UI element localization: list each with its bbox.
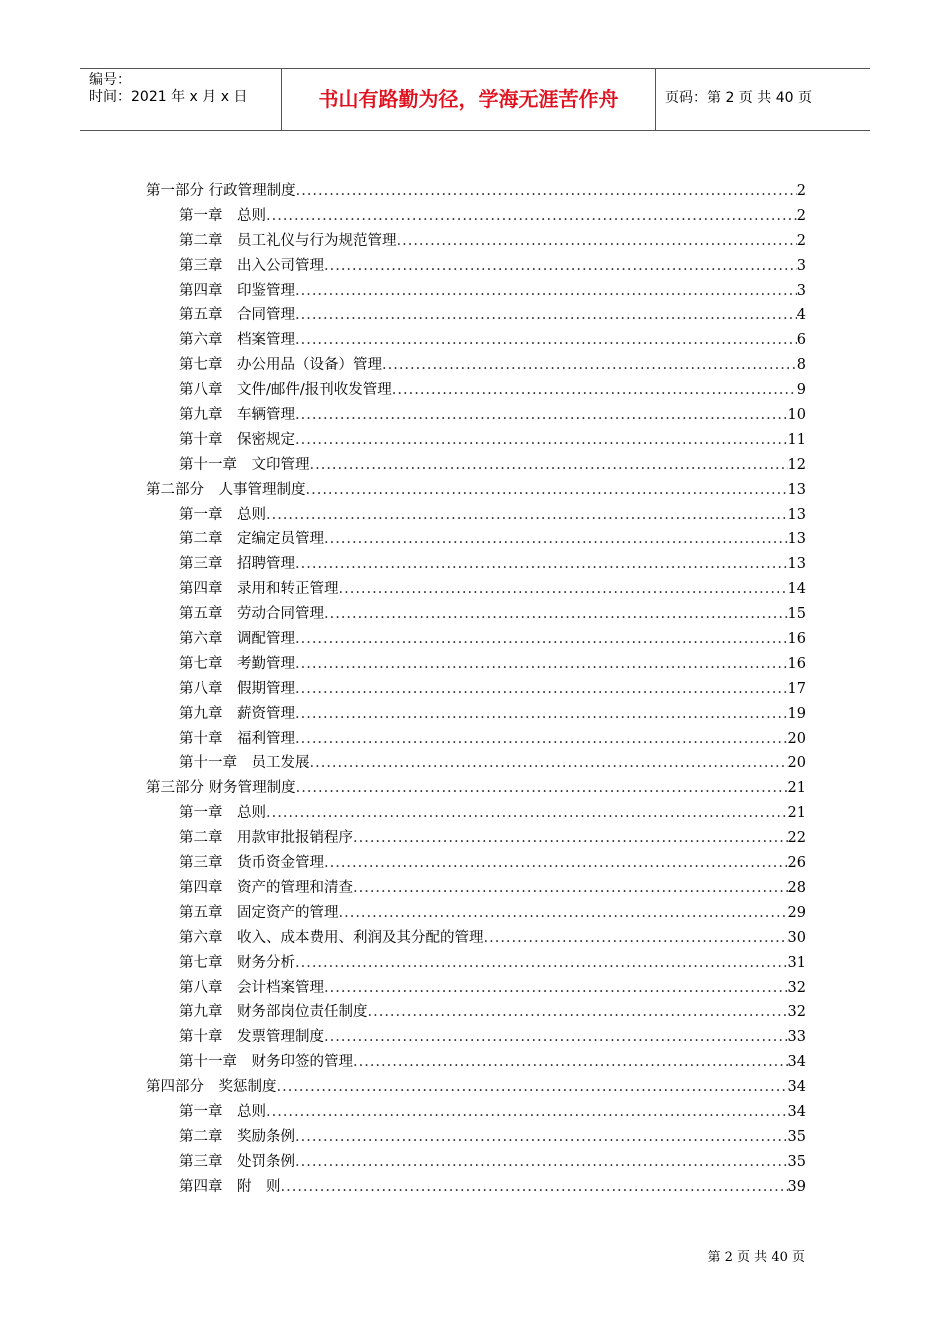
toc-part-entry[interactable]	[146, 179, 806, 204]
toc-entry-page: 3	[796, 257, 806, 274]
toc-entry-title: 第三章 招聘管理	[179, 556, 295, 573]
toc-chapter-entry[interactable]	[146, 901, 806, 926]
toc-chapter-entry[interactable]	[146, 1150, 806, 1175]
toc-chapter-entry[interactable]	[146, 851, 806, 876]
toc-entry-title: 第三章 货币资金管理	[179, 855, 324, 872]
toc-entry-page: 13	[787, 506, 806, 523]
toc-leader-dots	[353, 826, 788, 851]
toc-entry-title: 第四章 录用和转正管理	[179, 581, 339, 598]
toc-leader-dots	[295, 403, 788, 428]
toc-entry-page: 2	[796, 232, 806, 249]
toc-leader-dots	[277, 1075, 788, 1100]
toc-entry-page: 39	[787, 1178, 806, 1195]
toc-leader-dots	[324, 602, 788, 627]
toc-entry-page: 8	[796, 357, 806, 374]
toc-chapter-entry[interactable]	[146, 527, 806, 552]
toc-entry-page: 28	[787, 879, 806, 896]
toc-chapter-entry[interactable]	[146, 727, 806, 752]
toc-entry-page: 15	[787, 606, 806, 623]
toc-entry-page: 16	[787, 655, 806, 672]
toc-entry-title: 第十一章 文印管理	[179, 456, 310, 473]
date-line: 时间：2021 年 x 月 x 日	[89, 89, 248, 105]
toc-chapter-entry[interactable]	[146, 328, 806, 353]
table-of-contents	[146, 179, 806, 1200]
toc-entry-page: 32	[787, 1004, 806, 1021]
toc-chapter-entry[interactable]	[146, 1175, 806, 1200]
toc-entry-title: 第二部分 人事管理制度	[146, 481, 306, 498]
toc-entry-page: 13	[787, 481, 806, 498]
toc-chapter-entry[interactable]	[146, 677, 806, 702]
toc-leader-dots	[295, 702, 788, 727]
toc-leader-dots	[353, 876, 788, 901]
toc-entry-page: 2	[796, 207, 806, 224]
toc-leader-dots	[339, 901, 788, 926]
toc-leader-dots	[296, 179, 797, 204]
header-info-cell	[80, 69, 281, 130]
toc-leader-dots	[324, 527, 788, 552]
toc-leader-dots	[324, 1025, 788, 1050]
toc-leader-dots	[310, 751, 788, 776]
toc-entry-title: 第九章 薪资管理	[179, 705, 295, 722]
toc-leader-dots	[295, 652, 788, 677]
toc-entry-title: 第十一章 财务印签的管理	[179, 1054, 353, 1071]
toc-leader-dots	[295, 328, 797, 353]
toc-entry-title: 第五章 合同管理	[179, 307, 295, 324]
toc-entry-page: 20	[787, 755, 806, 772]
toc-entry-title: 第九章 财务部岗位责任制度	[179, 1004, 368, 1021]
toc-chapter-entry[interactable]	[146, 627, 806, 652]
toc-entry-title: 第四章 印鉴管理	[179, 282, 295, 299]
toc-entry-title: 第十章 保密规定	[179, 431, 295, 448]
toc-leader-dots	[295, 428, 788, 453]
toc-entry-page: 11	[787, 431, 806, 448]
toc-leader-dots	[295, 279, 797, 304]
toc-chapter-entry[interactable]	[146, 1100, 806, 1125]
toc-chapter-entry[interactable]	[146, 428, 806, 453]
toc-leader-dots	[324, 851, 788, 876]
toc-entry-title: 第八章 会计档案管理	[179, 979, 324, 996]
toc-entry-title: 第四章 资产的管理和清查	[179, 879, 353, 896]
footer-page-indicator: 第 2 页 共 40 页	[707, 1250, 805, 1265]
toc-chapter-entry[interactable]	[146, 826, 806, 851]
toc-entry-page: 35	[787, 1128, 806, 1145]
toc-entry-page: 29	[787, 904, 806, 921]
toc-leader-dots	[295, 951, 788, 976]
toc-leader-dots	[295, 1125, 788, 1150]
toc-chapter-entry[interactable]	[146, 453, 806, 478]
toc-entry-title: 第一部分 行政管理制度	[146, 183, 296, 199]
toc-entry-title: 第七章 办公用品（设备）管理	[179, 357, 382, 374]
toc-entry-title: 第十一章 员工发展	[179, 755, 310, 772]
toc-entry-title: 第十章 福利管理	[179, 730, 295, 747]
toc-entry-title: 第三章 处罚条例	[179, 1153, 295, 1170]
toc-chapter-entry[interactable]	[146, 876, 806, 901]
toc-leader-dots	[324, 254, 797, 279]
toc-entry-page: 34	[787, 1103, 806, 1120]
toc-leader-dots	[484, 926, 788, 951]
toc-entry-page: 32	[787, 979, 806, 996]
toc-entry-title: 第六章 收入、成本费用、利润及其分配的管理	[179, 929, 484, 946]
header-motto-cell	[281, 69, 656, 130]
toc-leader-dots	[266, 204, 797, 229]
header-page-cell	[655, 69, 870, 130]
toc-leader-dots	[368, 1000, 788, 1025]
toc-leader-dots	[339, 577, 788, 602]
toc-entry-title: 第九章 车辆管理	[179, 407, 295, 424]
toc-entry-title: 第十章 发票管理制度	[179, 1029, 324, 1046]
toc-chapter-entry[interactable]	[146, 378, 806, 403]
toc-entry-title: 第七章 考勤管理	[179, 655, 295, 672]
toc-chapter-entry[interactable]	[146, 976, 806, 1001]
toc-entry-title: 第八章 文件/邮件/报刊收发管理	[179, 382, 392, 399]
toc-entry-title: 第一章 总则	[179, 805, 266, 822]
toc-entry-title: 第三章 出入公司管理	[179, 257, 324, 274]
toc-leader-dots	[295, 677, 788, 702]
toc-entry-title: 第六章 档案管理	[179, 332, 295, 349]
toc-entry-page: 4	[796, 307, 806, 324]
toc-part-entry[interactable]	[146, 776, 806, 801]
toc-leader-dots	[295, 727, 788, 752]
toc-chapter-entry[interactable]	[146, 204, 806, 229]
toc-entry-page: 10	[787, 407, 806, 424]
toc-entry-page: 34	[787, 1079, 806, 1096]
toc-chapter-entry[interactable]	[146, 801, 806, 826]
toc-chapter-entry[interactable]	[146, 552, 806, 577]
toc-entry-title: 第四章 附 则	[179, 1178, 281, 1195]
toc-chapter-entry[interactable]	[146, 702, 806, 727]
toc-entry-page: 13	[787, 556, 806, 573]
toc-entry-page: 2	[796, 183, 806, 199]
toc-chapter-entry[interactable]	[146, 403, 806, 428]
toc-chapter-entry[interactable]	[146, 503, 806, 528]
toc-entry-page: 6	[796, 332, 806, 349]
toc-chapter-entry[interactable]	[146, 751, 806, 776]
toc-leader-dots	[392, 378, 797, 403]
toc-chapter-entry[interactable]	[146, 577, 806, 602]
toc-entry-title: 第五章 固定资产的管理	[179, 904, 339, 921]
toc-leader-dots	[266, 801, 788, 826]
page-code: 页码：第 2 页 共 40 页	[665, 90, 812, 106]
toc-leader-dots	[353, 1050, 788, 1075]
toc-leader-dots	[397, 229, 797, 254]
toc-chapter-entry[interactable]	[146, 602, 806, 627]
toc-entry-page: 13	[787, 531, 806, 548]
toc-chapter-entry[interactable]	[146, 652, 806, 677]
toc-entry-title: 第三部分 财务管理制度	[146, 780, 296, 797]
toc-entry-title: 第四部分 奖惩制度	[146, 1079, 277, 1096]
toc-chapter-entry[interactable]	[146, 353, 806, 378]
toc-entry-title: 第一章 总则	[179, 1103, 266, 1120]
toc-chapter-entry[interactable]	[146, 279, 806, 304]
toc-entry-title: 第二章 定编定员管理	[179, 531, 324, 548]
toc-leader-dots	[306, 478, 788, 503]
toc-entry-title: 第六章 调配管理	[179, 631, 295, 648]
toc-entry-page: 22	[787, 830, 806, 847]
toc-entry-title: 第二章 员工礼仪与行为规范管理	[179, 232, 397, 249]
toc-entry-page: 21	[787, 780, 806, 797]
toc-entry-page: 26	[787, 855, 806, 872]
toc-leader-dots	[310, 453, 788, 478]
toc-entry-page: 9	[796, 382, 806, 399]
toc-leader-dots	[266, 503, 788, 528]
toc-entry-page: 21	[787, 805, 806, 822]
toc-entry-page: 30	[787, 929, 806, 946]
toc-entry-page: 35	[787, 1153, 806, 1170]
toc-entry-page: 3	[796, 282, 806, 299]
motto: 书山有路勤为径，学海无涯苦作舟	[318, 87, 619, 111]
toc-entry-page: 14	[787, 581, 806, 598]
toc-leader-dots	[295, 627, 788, 652]
toc-chapter-entry[interactable]	[146, 1000, 806, 1025]
toc-leader-dots	[295, 303, 797, 328]
toc-chapter-entry[interactable]	[146, 1125, 806, 1150]
toc-entry-title: 第七章 财务分析	[179, 954, 295, 971]
toc-chapter-entry[interactable]	[146, 229, 806, 254]
toc-entry-page: 34	[787, 1054, 806, 1071]
toc-chapter-entry[interactable]	[146, 926, 806, 951]
serial-label: 编号：	[89, 72, 131, 88]
page-header	[80, 68, 870, 131]
toc-leader-dots	[295, 552, 788, 577]
toc-chapter-entry[interactable]	[146, 1050, 806, 1075]
toc-entry-page: 31	[787, 954, 806, 971]
toc-chapter-entry[interactable]	[146, 254, 806, 279]
toc-leader-dots	[296, 776, 788, 801]
toc-chapter-entry[interactable]	[146, 303, 806, 328]
toc-leader-dots	[281, 1175, 788, 1200]
toc-entry-title: 第二章 用款审批报销程序	[179, 830, 353, 847]
toc-part-entry[interactable]	[146, 478, 806, 503]
toc-entry-page: 33	[787, 1029, 806, 1046]
toc-entry-page: 16	[787, 631, 806, 648]
toc-part-entry[interactable]	[146, 1075, 806, 1100]
toc-entry-title: 第五章 劳动合同管理	[179, 606, 324, 623]
toc-chapter-entry[interactable]	[146, 1025, 806, 1050]
toc-leader-dots	[324, 976, 788, 1001]
toc-leader-dots	[382, 353, 797, 378]
toc-entry-title: 第一章 总则	[179, 207, 266, 224]
toc-entry-page: 12	[787, 456, 806, 473]
toc-entry-page: 19	[787, 705, 806, 722]
toc-entry-page: 17	[787, 680, 806, 697]
toc-leader-dots	[266, 1100, 788, 1125]
toc-leader-dots	[295, 1150, 788, 1175]
toc-entry-title: 第八章 假期管理	[179, 680, 295, 697]
toc-chapter-entry[interactable]	[146, 951, 806, 976]
toc-entry-page: 20	[787, 730, 806, 747]
toc-entry-title: 第一章 总则	[179, 506, 266, 523]
toc-entry-title: 第二章 奖励条例	[179, 1128, 295, 1145]
